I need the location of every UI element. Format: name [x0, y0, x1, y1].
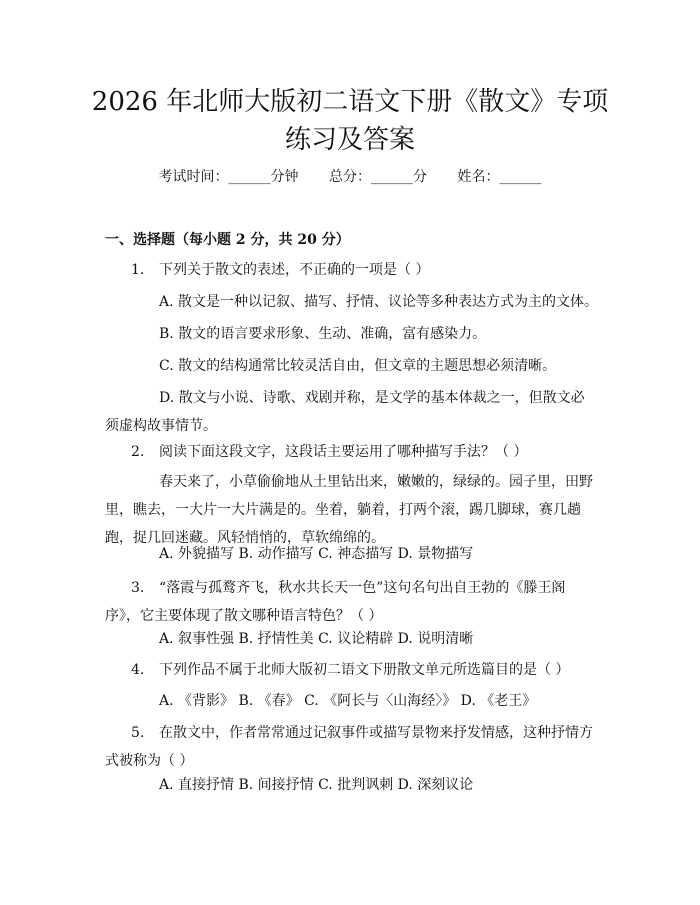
- q1-option-d: D. 散文与小说、诗歌、戏剧并称，是文学的基本体裁之一，但散文必须虚构故事情节。: [105, 390, 585, 434]
- question-text: 下列关于散文的表述，不正确的一项是（ ）: [159, 262, 430, 278]
- q4-options: A. 《背影》 B. 《春》 C. 《阿长与〈山海经〉》 D. 《老王》: [159, 693, 537, 709]
- question-number: 2.: [131, 444, 145, 460]
- question-text: “落霞与孤鹜齐飞，秋水共长天一色”这句名句出自王勃的《滕王阁序》，它主要体现了散文哪种语言特色？（ ）: [105, 580, 566, 624]
- exam-time-field: 考试时间：______分钟: [158, 169, 299, 185]
- q2-options: A. 外貌描写 B. 动作描写 C. 神态描写 D. 景物描写: [159, 546, 474, 562]
- question-text: 阅读下面这段文字，这段话主要运用了哪种描写手法？（ ）: [159, 444, 528, 460]
- document-title-line-2: 练习及答案: [284, 125, 415, 155]
- q1-option-a: A. 散文是一种以记叙、描写、抒情、议论等多种表达方式为主的文体。: [159, 294, 599, 310]
- q1-option-b: B. 散文的语言要求形象、生动、准确，富有感染力。: [159, 326, 487, 342]
- question-5: [105, 719, 595, 775]
- question-number: 4.: [131, 662, 145, 678]
- reading-passage: 春天来了，小草偷偷地从土里钻出来，嫩嫩的，绿绿的。园子里，田野里，瞧去，一大片一大片满是的。坐着，躺着，打两个滚，踢几脚球，赛几趟跑，捉几回迷藏。风轻悄悄的，草软绵绵的。: [105, 474, 593, 546]
- question-2: [131, 438, 527, 466]
- question-text: 下列作品不属于北师大版初二语文下册散文单元所选篇目的是（ ）: [159, 662, 570, 678]
- exam-info-line: [0, 166, 700, 188]
- question-number: 3.: [131, 580, 145, 596]
- question-1: [131, 256, 429, 284]
- student-name-field: 姓名：______: [457, 169, 542, 185]
- q1-option-c: C. 散文的结构通常比较灵活自由，但文章的主题思想必须清晰。: [159, 358, 557, 374]
- question-number: 5.: [131, 725, 145, 741]
- document-title-line-1: 2026 年北师大版初二语文下册《散文》专项: [91, 87, 609, 117]
- section-heading: 一、选择题（每小题 2 分，共 20 分）: [105, 232, 350, 248]
- question-number: 1.: [131, 262, 145, 278]
- total-score-field: 总分：______分: [329, 169, 427, 185]
- question-text: 在散文中，作者常常通过记叙事件或描写景物来抒发情感，这种抒情方式被称为（ ）: [105, 725, 593, 769]
- question-3: [105, 574, 595, 630]
- q3-options: A. 叙事性强 B. 抒情性美 C. 议论精辟 D. 说明清晰: [159, 631, 474, 647]
- q5-options: A. 直接抒情 B. 间接抒情 C. 批判讽刺 D. 深刻议论: [159, 777, 474, 793]
- question-4: [131, 656, 569, 684]
